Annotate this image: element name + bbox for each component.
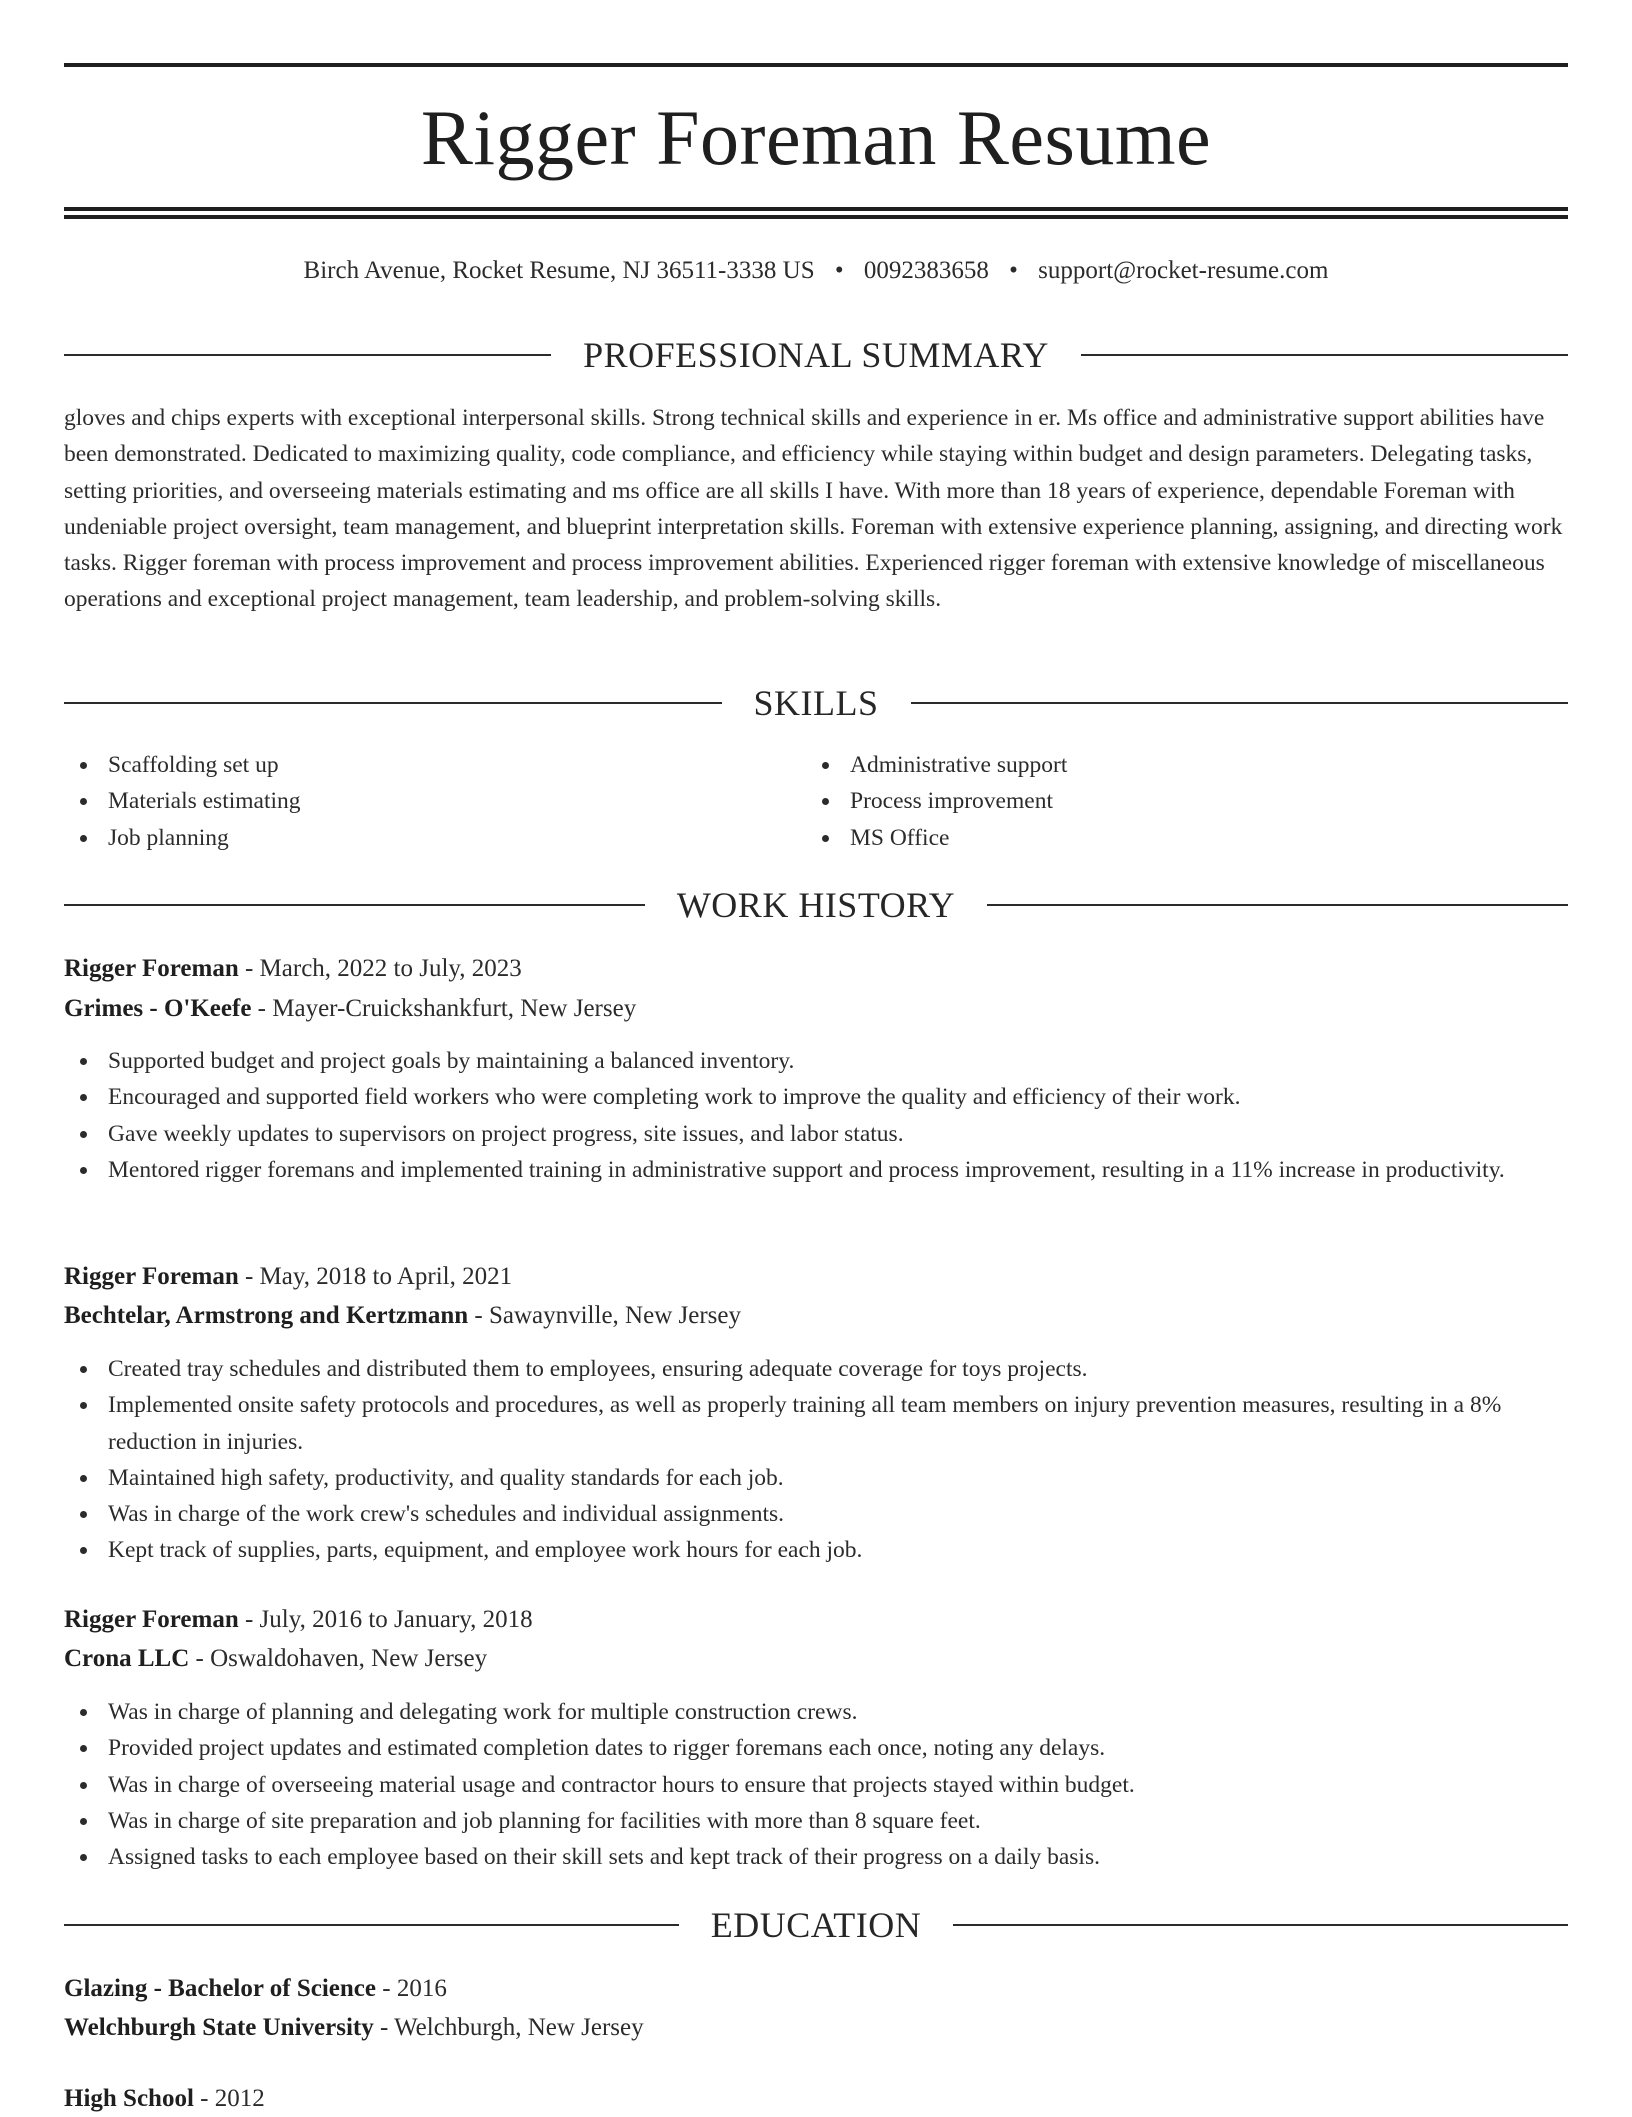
company-location: - Mayer-Cruickshankfurt, New Jersey — [251, 995, 637, 1022]
section-title: PROFESSIONAL SUMMARY — [583, 335, 1049, 375]
education-heading — [64, 1905, 1568, 1945]
skill-item: Process improvement — [806, 783, 1526, 819]
skill-item: Job planning — [64, 820, 784, 856]
heading-rule — [953, 1924, 1568, 1926]
job-title: Rigger Foreman — [64, 1263, 239, 1290]
job-dates: - May, 2018 to April, 2021 — [238, 1263, 513, 1290]
heading-rule — [64, 1924, 679, 1926]
job-bullets — [64, 1351, 1568, 1569]
education-school-line — [64, 2010, 1568, 2046]
heading-rule — [64, 354, 551, 356]
job-dates: - July, 2016 to January, 2018 — [238, 1606, 533, 1633]
job-bullet: Mentored rigger foremans and implemented training in administrative support and process improvement, resulting in a 11% increase in productivity. — [64, 1152, 1568, 1188]
contact-address: Birch Avenue, Rocket Resume, NJ 36511-3338 US — [303, 257, 815, 284]
job-bullet: Provided project updates and estimated completion dates to rigger foremans each once, noting any delays. — [64, 1730, 1568, 1766]
skill-item: Materials estimating — [64, 783, 784, 819]
section-title: WORK HISTORY — [676, 885, 956, 925]
job-bullet: Created tray schedules and distributed them to employees, ensuring adequate coverage for toys projects. — [64, 1351, 1568, 1387]
job-title-line — [64, 1259, 1568, 1295]
heading-rule — [1081, 354, 1568, 356]
degree-name: Glazing - Bachelor of Science — [64, 1975, 376, 2002]
job-company-line — [64, 1641, 1568, 1677]
job-bullet: Kept track of supplies, parts, equipment, and employee work hours for each job. — [64, 1532, 1568, 1568]
job-bullet: Was in charge of site preparation and job planning for facilities with more than 8 square feet. — [64, 1803, 1568, 1839]
heading-rule — [64, 904, 645, 906]
skills-list-left — [64, 747, 784, 856]
job-bullet: Supported budget and project goals by maintaining a balanced inventory. — [64, 1043, 1568, 1079]
job-bullets — [64, 1694, 1568, 1875]
job-bullet: Encouraged and supported field workers who were completing work to improve the quality and efficiency of their work. — [64, 1079, 1568, 1115]
company-location: - Oswaldohaven, New Jersey — [189, 1645, 488, 1672]
degree-year: - 2012 — [193, 2085, 265, 2112]
degree-name: High School — [64, 2085, 194, 2112]
job-bullet: Was in charge of planning and delegating work for multiple construction crews. — [64, 1694, 1568, 1730]
top-rule — [64, 63, 1568, 67]
job-title-line — [64, 1602, 1568, 1638]
job-bullet: Implemented onsite safety protocols and procedures, as well as properly training all team members on injury prevention measures, resulting in a 8% reduction in injuries. — [64, 1387, 1568, 1460]
skill-item: Scaffolding set up — [64, 747, 784, 783]
job-bullet: Maintained high safety, productivity, and quality standards for each job. — [64, 1460, 1568, 1496]
skills-list-right — [806, 747, 1526, 856]
job-bullet: Was in charge of the work crew's schedules and individual assignments. — [64, 1496, 1568, 1532]
company-name: Bechtelar, Armstrong and Kertzmann — [64, 1302, 469, 1329]
skill-item: MS Office — [806, 820, 1526, 856]
title-rule-upper — [64, 207, 1568, 211]
section-title: EDUCATION — [710, 1905, 922, 1945]
contact-line — [64, 253, 1568, 289]
school-name: Welchburgh State University — [64, 2014, 374, 2041]
section-title: SKILLS — [753, 683, 879, 723]
job-title: Rigger Foreman — [64, 1606, 239, 1633]
job-title: Rigger Foreman — [64, 955, 239, 982]
skill-item: Administrative support — [806, 747, 1526, 783]
summary-text: gloves and chips experts with exceptional interpersonal skills. Strong technical skills and experience in er. Ms office and administrative support abilities have been demonstrated. Dedicated to maximizing quality, code compliance, and efficiency while staying within budget and design parameters. Delegating tasks, setting priorities, and overseeing materials estimating and ms office are all skills I have. With more than 18 years of experience, dependable Foreman with undeniable project oversight, team management, and blueprint interpretation skills. Foreman with extensive experience planning, assigning, and directing work tasks. Rigger foreman with process improvement and process improvement abilities. Experienced rigger foreman with extensive knowledge of miscellaneous operations and exceptional project management, team leadership, and problem-solving skills. — [64, 405, 1563, 613]
heading-rule — [64, 702, 722, 704]
job-title-line — [64, 951, 1568, 987]
contact-separator: • — [834, 257, 844, 284]
job-bullet: Was in charge of overseeing material usage and contractor hours to ensure that projects stayed within budget. — [64, 1767, 1568, 1803]
job-bullets — [64, 1043, 1568, 1188]
degree-year: - 2016 — [376, 1975, 447, 2002]
contact-phone: 0092383658 — [863, 257, 989, 284]
contact-email[interactable]: support@rocket-resume.com — [1038, 257, 1329, 284]
heading-rule — [911, 702, 1569, 704]
work-history-heading — [64, 885, 1568, 925]
school-location: - Welchburgh, New Jersey — [373, 2014, 644, 2041]
company-name: Crona LLC — [64, 1645, 190, 1672]
summary-heading — [64, 335, 1568, 375]
title-rule-lower — [64, 215, 1568, 219]
company-location: - Sawaynville, New Jersey — [468, 1302, 741, 1329]
job-bullet: Gave weekly updates to supervisors on project progress, site issues, and labor status. — [64, 1116, 1568, 1152]
job-bullet: Assigned tasks to each employee based on their skill sets and kept track of their progress on a daily basis. — [64, 1839, 1568, 1875]
skills-heading — [64, 683, 1568, 723]
resume-title: Rigger Foreman Resume — [420, 94, 1212, 181]
job-company-line — [64, 991, 1568, 1027]
company-name: Grimes - O'Keefe — [64, 995, 252, 1022]
education-degree-line — [64, 1971, 1568, 2007]
contact-separator: • — [1009, 257, 1018, 284]
job-dates: - March, 2022 to July, 2023 — [238, 955, 522, 982]
heading-rule — [987, 904, 1568, 906]
job-company-line — [64, 1298, 1568, 1334]
